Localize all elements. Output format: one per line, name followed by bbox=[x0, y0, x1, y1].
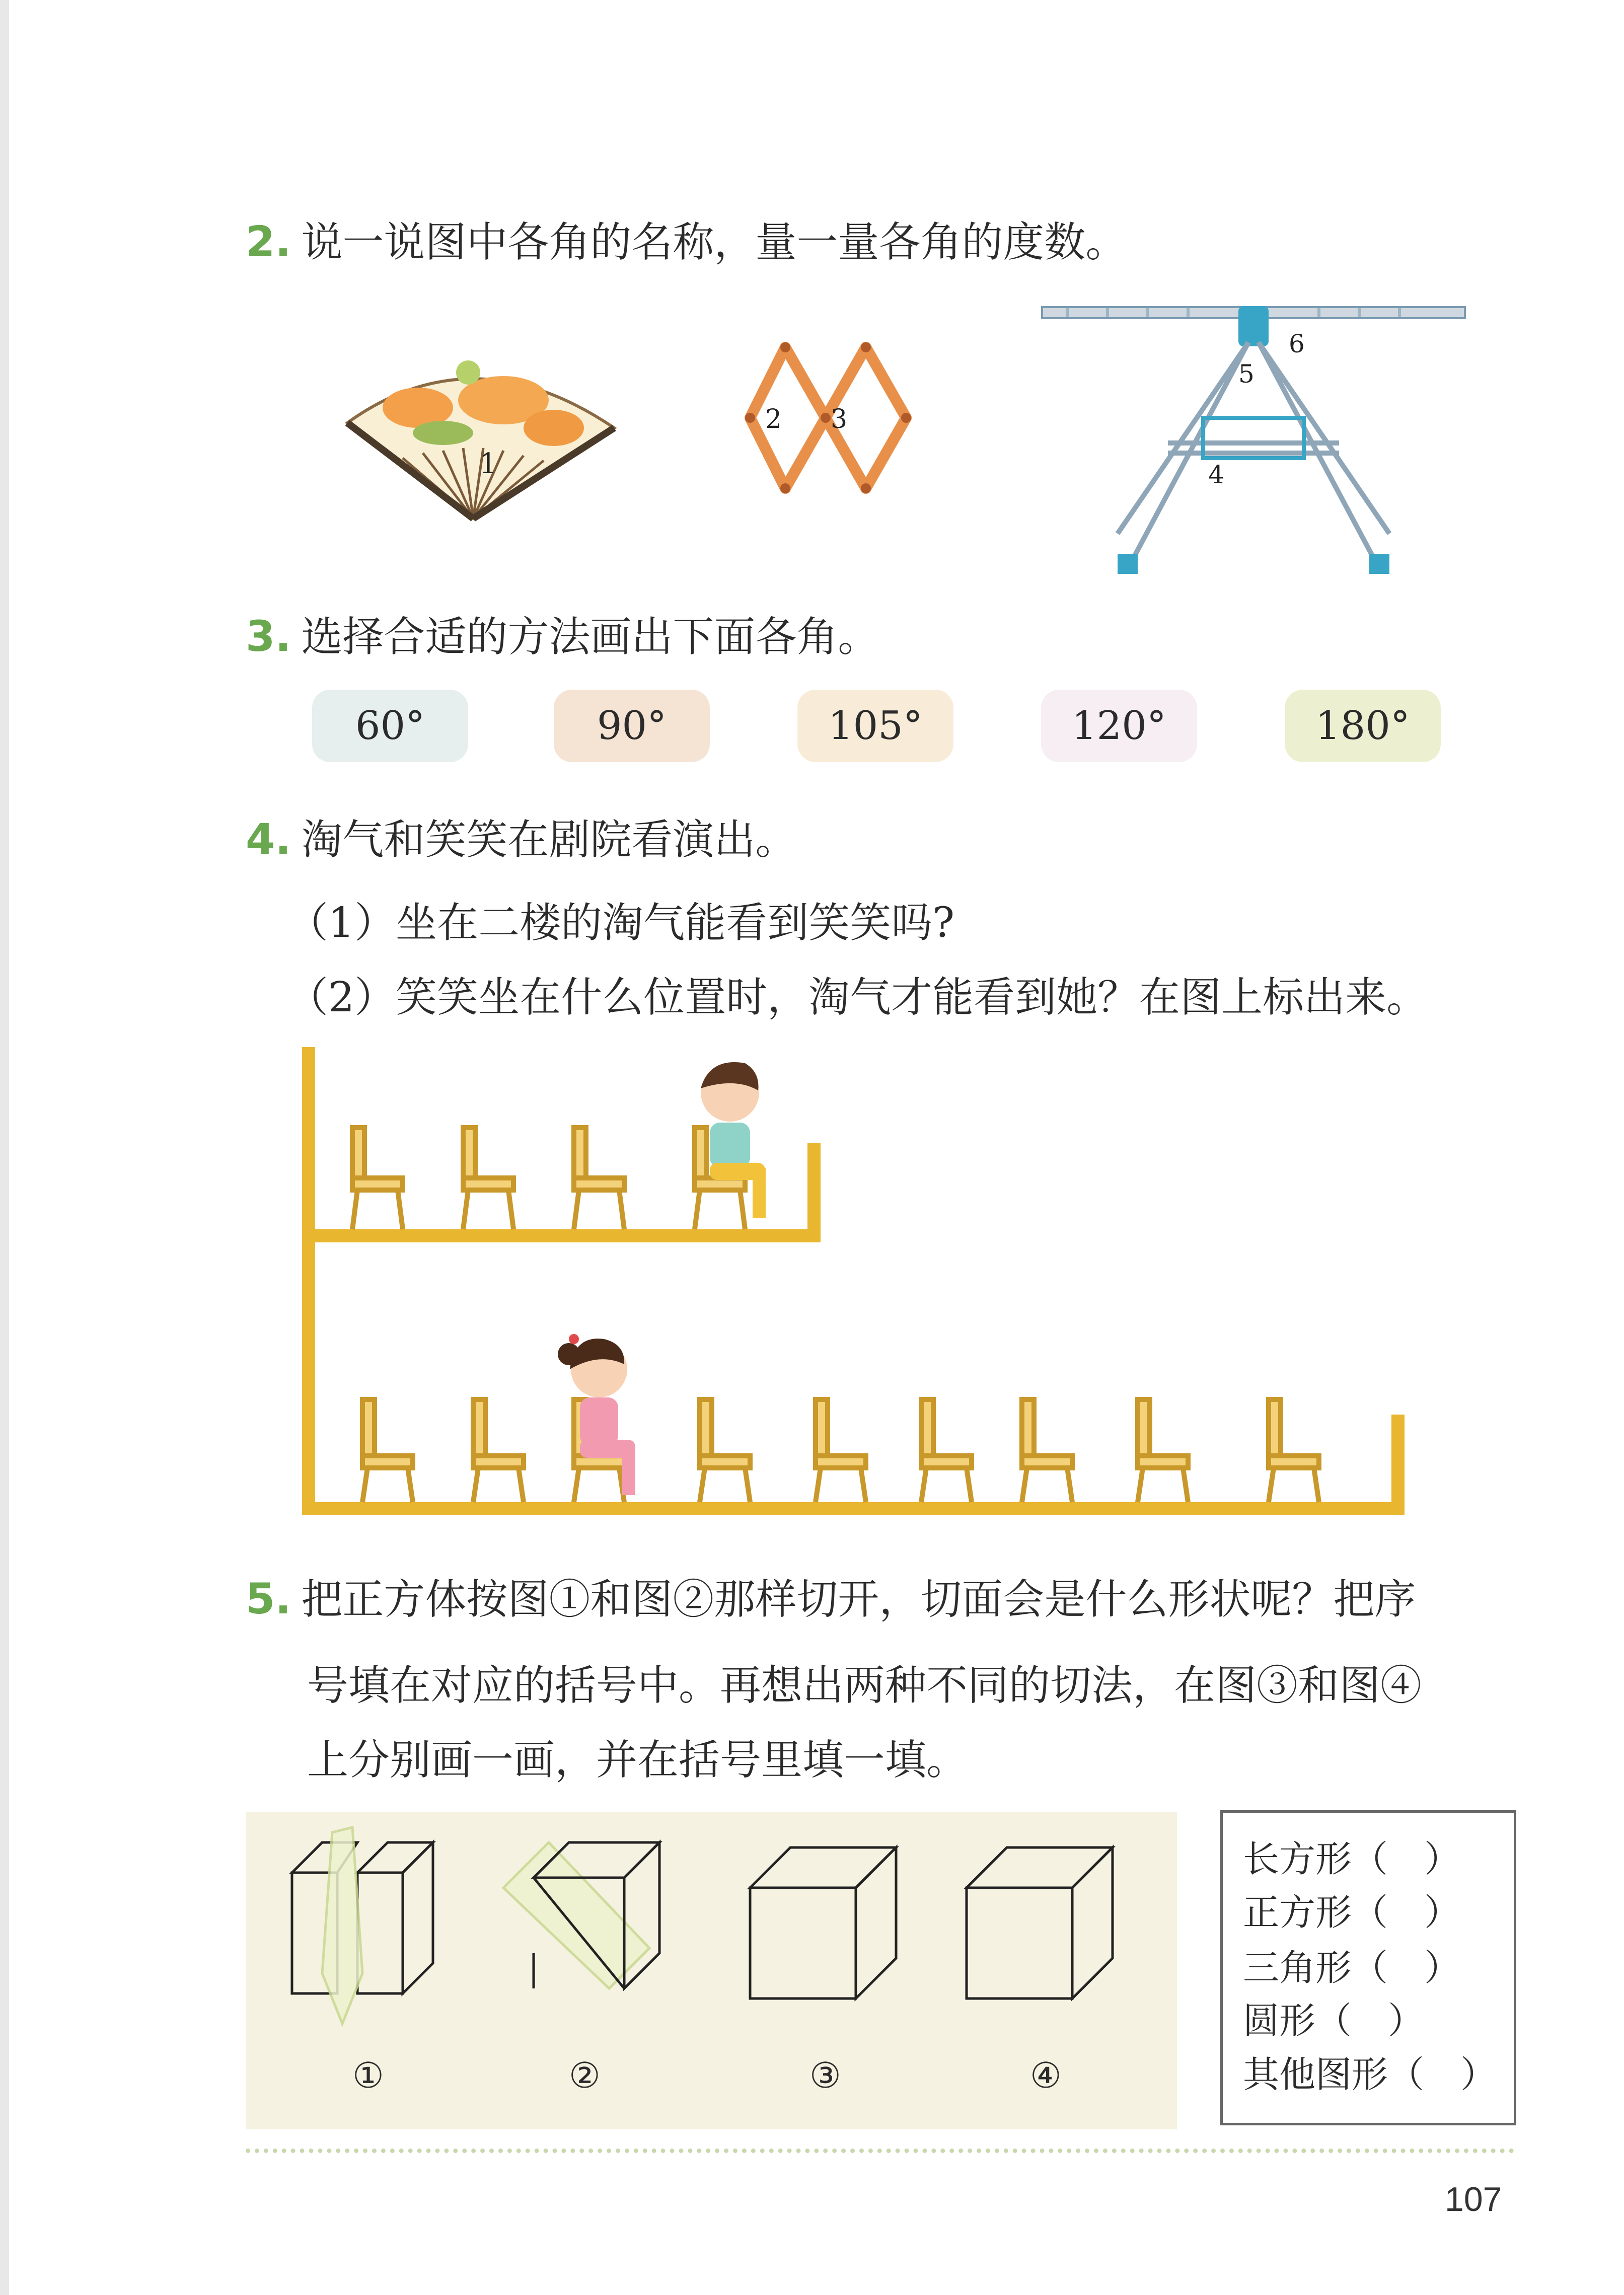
ground-floor bbox=[302, 1502, 1405, 1515]
answer-rectangle[interactable]: 长方形（ ） bbox=[1243, 1838, 1461, 1880]
answer-box bbox=[1220, 1810, 1516, 2125]
cube-label-1: ① bbox=[352, 2055, 384, 2096]
question-2 bbox=[246, 217, 1127, 266]
question-5-number: 5. bbox=[246, 1574, 291, 1623]
angle-pill-180: 180° bbox=[1285, 690, 1441, 762]
ground-chair bbox=[1138, 1399, 1188, 1502]
question-5-line-2: 号填在对应的括号中。再想出两种不同的切法，在图③和图④ bbox=[307, 1662, 1422, 1710]
answer-circle[interactable]: 圆形（ ） bbox=[1243, 2000, 1425, 2042]
question-3-text: 选择合适的方法画出下面各角。 bbox=[301, 613, 879, 661]
angle-pill-90: 90° bbox=[554, 690, 710, 762]
balcony-chair bbox=[574, 1128, 624, 1229]
ground-chair bbox=[1269, 1399, 1319, 1502]
question-3 bbox=[246, 612, 879, 661]
question-5 bbox=[246, 1574, 1416, 1623]
lattice-figure bbox=[725, 337, 926, 549]
ground-chair bbox=[1022, 1399, 1072, 1502]
answer-square[interactable]: 正方形（ ） bbox=[1243, 1891, 1461, 1934]
ground-chair bbox=[700, 1399, 750, 1502]
theater-wall bbox=[302, 1047, 315, 1515]
question-4-text: 淘气和笑笑在剧院看演出。 bbox=[301, 816, 797, 864]
balcony-chair bbox=[463, 1128, 513, 1229]
balcony-chair bbox=[352, 1128, 403, 1229]
cube-figure-3 bbox=[735, 1832, 926, 2024]
footer-divider bbox=[246, 2149, 1514, 2153]
folding-fan-figure bbox=[342, 352, 624, 534]
balcony-floor bbox=[302, 1229, 821, 1242]
theater-figure bbox=[292, 1042, 1410, 1520]
ground-chair bbox=[816, 1399, 866, 1502]
angle-label-2: 2 bbox=[765, 404, 782, 434]
question-2-number: 2. bbox=[246, 217, 291, 266]
xiaoxiao-girl bbox=[558, 1334, 635, 1495]
question-5-line-3: 上分别画一画，并在括号里填一填。 bbox=[307, 1736, 968, 1784]
angle-label-5: 5 bbox=[1238, 359, 1254, 389]
question-4 bbox=[246, 815, 797, 864]
taoqi-boy bbox=[701, 1062, 766, 1218]
answer-triangle[interactable]: 三角形（ ） bbox=[1243, 1947, 1461, 1989]
question-3-number: 3. bbox=[246, 612, 291, 661]
cube-figure-1 bbox=[282, 1822, 473, 2034]
page-edge bbox=[0, 0, 9, 2295]
cube-label-2: ② bbox=[569, 2055, 601, 2096]
ground-wall-right bbox=[1391, 1415, 1405, 1515]
angle-label-4: 4 bbox=[1208, 460, 1224, 489]
angle-label-3: 3 bbox=[831, 404, 848, 434]
angle-label-6: 6 bbox=[1289, 329, 1305, 358]
cube-figure-2 bbox=[483, 1822, 705, 2034]
angle-pill-60: 60° bbox=[312, 690, 468, 762]
question-4-sub-1: （1）坐在二楼的淘气能看到笑笑吗? bbox=[287, 899, 955, 947]
angle-label-1: 1 bbox=[479, 448, 497, 480]
cube-label-4: ④ bbox=[1030, 2055, 1062, 2096]
ground-chair bbox=[362, 1399, 413, 1502]
balcony-rail bbox=[807, 1143, 821, 1242]
angle-pill-120: 120° bbox=[1041, 690, 1197, 762]
question-4-number: 4. bbox=[246, 815, 291, 864]
question-5-line-1: 把正方体按图①和图②那样切开，切面会是什么形状呢？把序 bbox=[301, 1576, 1416, 1623]
ground-chair bbox=[921, 1399, 972, 1502]
question-4-sub-2: （2）笑笑坐在什么位置时，淘气才能看到她？在图上标出来。 bbox=[287, 974, 1428, 1021]
answer-other[interactable]: 其他图形（ ） bbox=[1243, 2053, 1497, 2096]
drying-rack-figure bbox=[1037, 297, 1470, 589]
cube-figure-4 bbox=[951, 1832, 1143, 2024]
ground-chair bbox=[473, 1399, 524, 1502]
angle-pill-105: 105° bbox=[797, 690, 953, 762]
page-number: 107 bbox=[1445, 2180, 1502, 2218]
cube-label-3: ③ bbox=[809, 2055, 841, 2096]
question-2-text: 说一说图中各角的名称，量一量各角的度数。 bbox=[301, 218, 1127, 266]
